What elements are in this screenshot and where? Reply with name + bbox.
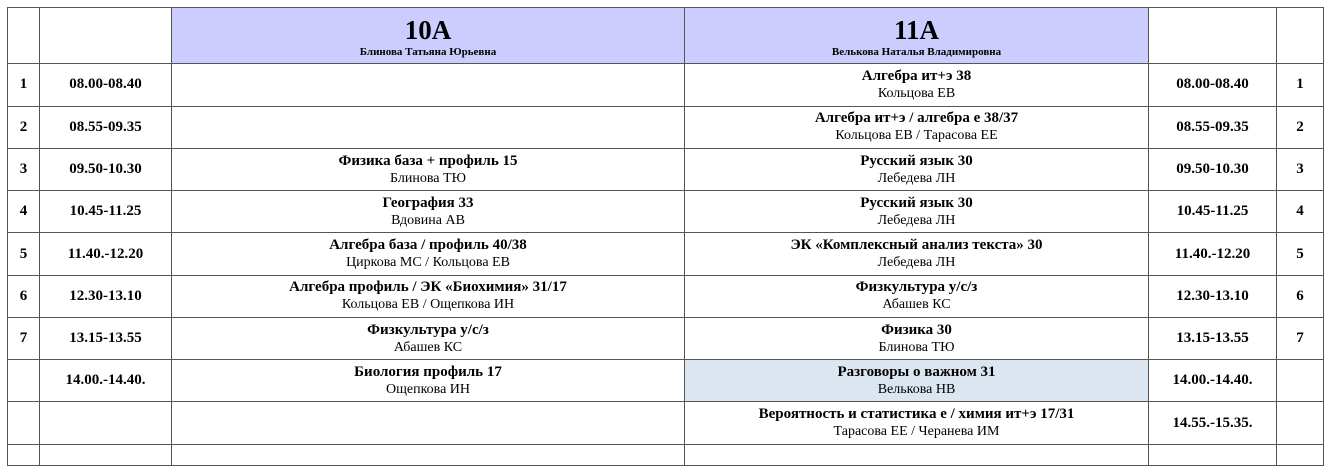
lesson-number-left: 6 [8,275,40,317]
header-empty-time-right [1149,8,1277,64]
lesson-time-left: 13.15-13.55 [40,317,172,359]
lesson-cell-11a [685,148,1149,190]
lesson-cell-10a [172,402,685,444]
lesson-number-left: 5 [8,233,40,275]
lesson-time-left [40,402,172,444]
lesson-number-right: 6 [1277,275,1324,317]
empty-cell [1277,444,1324,465]
lesson-teacher: Лебедева ЛН [877,212,956,228]
lesson-teacher: Кольцова ЕВ [877,85,956,101]
lesson-number-right: 5 [1277,233,1324,275]
lesson-time-left: 08.55-09.35 [40,106,172,148]
lesson-cell-11a [685,64,1149,106]
lesson-cell-11a [685,275,1149,317]
lesson-number-left [8,360,40,402]
class-teacher-name: Блинова Татьяна Юрьевна [359,45,497,58]
lesson-time-left: 08.00-08.40 [40,64,172,106]
lesson-row [8,317,1324,359]
lesson-time-left: 09.50-10.30 [40,148,172,190]
lesson-subject: Физика база + профиль 15 [338,152,518,169]
lesson-time-right: 14.00.-14.40. [1149,360,1277,402]
lesson-cell-11a [685,360,1149,402]
lesson-cell-11a [685,233,1149,275]
lesson-number-left: 3 [8,148,40,190]
lesson-number-right [1277,402,1324,444]
lesson-subject: Биология профиль 17 [354,363,502,380]
lesson-time-right: 13.15-13.55 [1149,317,1277,359]
lesson-time-left: 11.40.-12.20 [40,233,172,275]
lesson-time-right: 14.55.-15.35. [1149,402,1277,444]
lesson-time-right: 11.40.-12.20 [1149,233,1277,275]
lesson-teacher: Блинова ТЮ [878,339,955,355]
lesson-row [8,233,1324,275]
lesson-cell-10a [172,360,685,402]
lesson-subject: Алгебра профиль / ЭК «Биохимия» 31/17 [289,279,567,296]
schedule-body [8,8,1324,466]
lesson-cell-10a [172,148,685,190]
lesson-time-right: 08.55-09.35 [1149,106,1277,148]
lesson-teacher: Тарасова ЕЕ / Черанева ИМ [833,424,1000,440]
lesson-subject: Алгебра база / профиль 40/38 [329,237,527,254]
lesson-teacher: Циркова МС / Кольцова ЕВ [346,255,510,271]
lesson-row [8,360,1324,402]
lesson-subject: Русский язык 30 [860,152,973,169]
lesson-number-left [8,402,40,444]
lesson-time-left: 14.00.-14.40. [40,360,172,402]
lesson-subject: География 33 [382,194,474,211]
header-row [8,8,1324,64]
lesson-cell-11a [685,402,1149,444]
lesson-cell-11a [685,106,1149,148]
lesson-cell-10a [172,233,685,275]
lesson-teacher: Лебедева ЛН [877,170,956,186]
lesson-teacher: Ощепкова ИН [385,381,471,397]
lesson-time-right: 09.50-10.30 [1149,148,1277,190]
lesson-row [8,191,1324,233]
lesson-subject: Алгебра ит+э / алгебра е 38/37 [814,110,1019,127]
lesson-teacher: Кольцова ЕВ / Ощепкова ИН [341,297,515,313]
lesson-subject: Разговоры о важном 31 [837,363,996,380]
lesson-cell-10a [172,317,685,359]
lesson-row [8,402,1324,444]
lesson-cell-10a [172,106,685,148]
lesson-teacher: Вдовина АВ [391,212,465,228]
lesson-cell-10a [172,64,685,106]
lesson-cell-10a [172,275,685,317]
schedule-table [7,7,1324,466]
lesson-time-right: 12.30-13.10 [1149,275,1277,317]
lesson-time-right: 10.45-11.25 [1149,191,1277,233]
lesson-number-right: 4 [1277,191,1324,233]
lesson-row [8,106,1324,148]
lesson-time-left: 10.45-11.25 [40,191,172,233]
lesson-teacher: Кольцова ЕВ / Тарасова ЕЕ [835,128,998,144]
empty-cell [8,444,40,465]
lesson-row [8,275,1324,317]
lesson-subject: ЭК «Комплексный анализ текста» 30 [790,237,1043,254]
lesson-teacher: Велькова НВ [877,381,956,397]
header-empty-time-left [40,8,172,64]
lesson-number-left: 7 [8,317,40,359]
lesson-subject: Физкультура у/с/з [855,279,978,296]
lesson-number-right: 1 [1277,64,1324,106]
lesson-number-left: 2 [8,106,40,148]
lesson-teacher: Блинова ТЮ [390,170,466,186]
lesson-number-right [1277,360,1324,402]
header-empty-num-left [8,8,40,64]
lesson-teacher: Абашев КС [393,339,463,355]
lesson-number-right: 7 [1277,317,1324,359]
lesson-subject: Физика 30 [881,321,952,338]
class-name: 11А [893,14,939,45]
lesson-cell-11a [685,317,1149,359]
lesson-teacher: Лебедева ЛН [877,255,956,271]
empty-cell [172,444,685,465]
empty-cell [40,444,172,465]
lesson-cell-11a [685,191,1149,233]
lesson-teacher: Абашев КС [882,297,951,313]
lesson-number-left: 4 [8,191,40,233]
lesson-subject: Физкультура у/с/з [367,321,489,338]
lesson-number-left: 1 [8,64,40,106]
class-header-10a [172,8,685,64]
empty-cell [1149,444,1277,465]
lesson-number-right: 2 [1277,106,1324,148]
lesson-time-left: 12.30-13.10 [40,275,172,317]
lesson-subject: Алгебра ит+э 38 [861,67,972,84]
empty-cell [685,444,1149,465]
empty-row [8,444,1324,465]
class-name: 10А [404,14,452,45]
lesson-row [8,148,1324,190]
lesson-cell-10a [172,191,685,233]
class-teacher-name: Велькова Наталья Владимировна [831,45,1002,58]
lesson-number-right: 3 [1277,148,1324,190]
lesson-subject: Вероятность и статистика е / химия ит+э 17/31 [758,406,1075,423]
header-empty-num-right [1277,8,1324,64]
lesson-subject: Русский язык 30 [860,194,973,211]
lesson-time-right: 08.00-08.40 [1149,64,1277,106]
class-header-11a [685,8,1149,64]
lesson-row [8,64,1324,106]
